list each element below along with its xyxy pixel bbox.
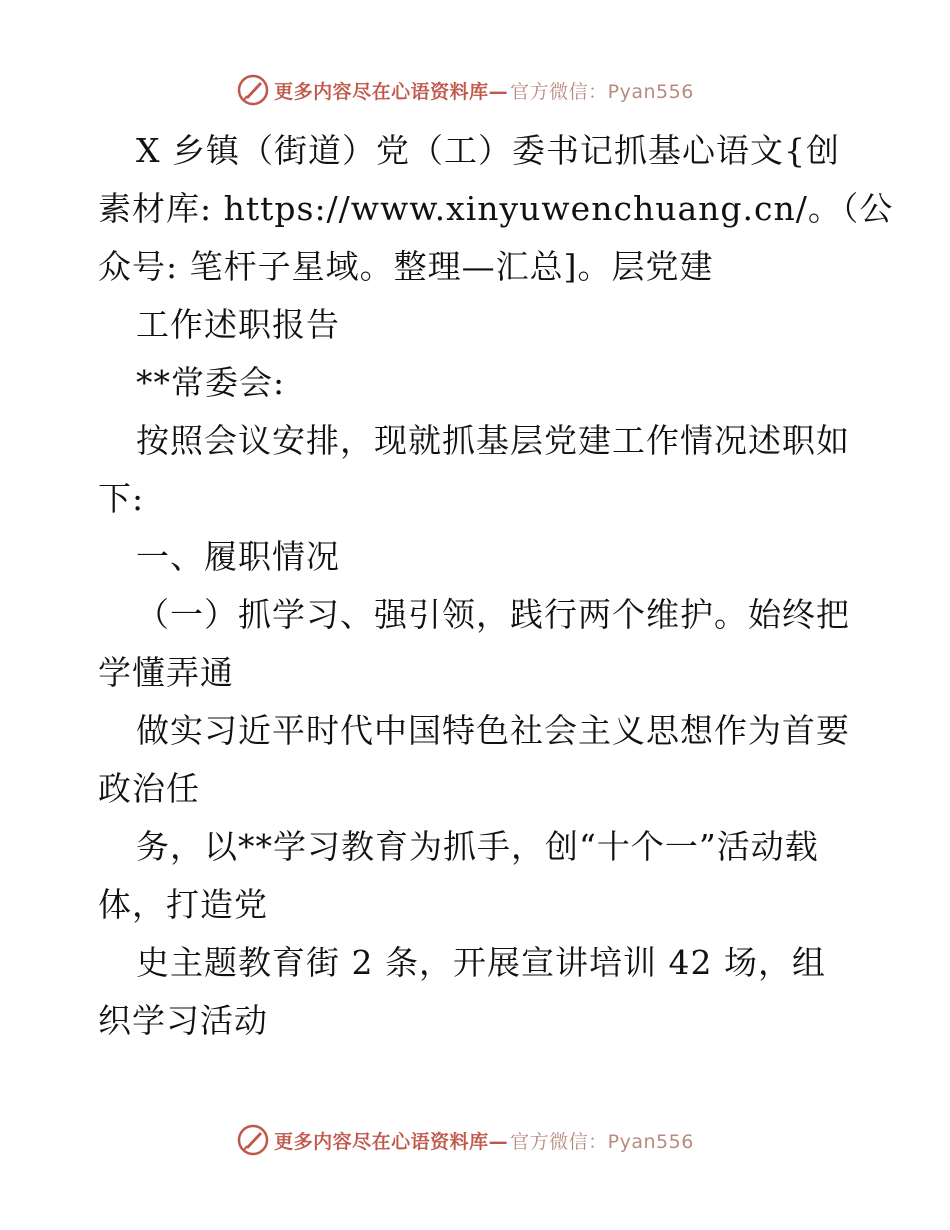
text-line: 织学习活动 bbox=[98, 1001, 268, 1040]
text-line: 务，以**学习教育为抓手，创“十个一”活动载 bbox=[136, 827, 819, 866]
text-line: 素材库: https://www.xinyuwenchuang.cn/。（公 bbox=[98, 189, 894, 228]
quill-logo-icon bbox=[236, 1123, 270, 1157]
quill-logo-icon bbox=[236, 73, 270, 107]
text-line: 体，打造党 bbox=[98, 885, 268, 924]
watermark-text: 更多内容尽在心语资料库— 官方微信：Pyan556 bbox=[274, 80, 694, 103]
text-line: **常委会: bbox=[136, 363, 286, 402]
watermark-text: 更多内容尽在心语资料库— 官方微信：Pyan556 bbox=[274, 1130, 694, 1153]
text-line: X 乡镇（街道）党（工）委书记抓基心语文{创 bbox=[136, 131, 840, 170]
document-body bbox=[98, 122, 894, 1050]
text-line: 学懂弄通 bbox=[98, 653, 234, 692]
text-line: 下: bbox=[98, 479, 145, 518]
text-line: 众号: 笔杆子星域。整理—汇总]。层党建 bbox=[98, 247, 714, 286]
text-line: 史主题教育街 2 条，开展宣讲培训 42 场，组 bbox=[136, 943, 826, 982]
footer-watermark-banner bbox=[0, 1120, 950, 1160]
header-watermark-banner bbox=[0, 70, 950, 110]
text-line: 按照会议安排，现就抓基层党建工作情况述职如 bbox=[136, 421, 850, 460]
text-line: 政治任 bbox=[98, 769, 200, 808]
text-line: （一）抓学习、强引领，践行两个维护。始终把 bbox=[136, 595, 850, 634]
text-line: 一、履职情况 bbox=[136, 537, 340, 576]
text-line: 工作述职报告 bbox=[136, 305, 340, 344]
text-line: 做实习近平时代中国特色社会主义思想作为首要 bbox=[136, 711, 850, 750]
